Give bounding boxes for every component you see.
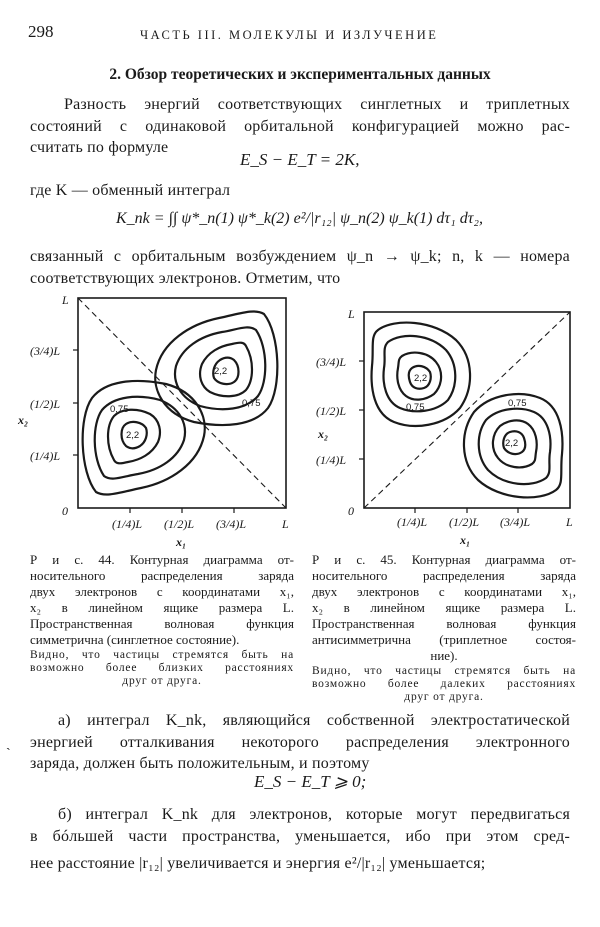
page-number: 298 <box>28 22 54 41</box>
caption-line: x₂ в линейном ящике размера L. <box>312 600 576 615</box>
contour-label: 2,2 <box>414 373 428 384</box>
y-tick-label: (3/4)L <box>30 344 60 358</box>
y-tick-label: 0 <box>62 504 68 518</box>
caption-line: носительного распределения заряда <box>312 568 576 583</box>
caption-main <box>30 552 294 648</box>
note-line: Видно, что частицы стремятся быть на <box>30 649 294 661</box>
x-axis-label: x₁ <box>176 535 187 549</box>
x-axis-label: x₁ <box>460 533 471 547</box>
contour-label: 0,75 <box>406 402 425 413</box>
caption-line: x₂ в линейном ящике размера L. <box>30 600 294 615</box>
contour-diagram-antisymmetric <box>314 306 590 548</box>
item-a-line: заряда, должен быть положительным, и поэтому <box>30 755 370 772</box>
formula-text: E_S − E_T ⩾ 0; <box>254 772 367 791</box>
formula-exchange-integral <box>116 210 483 228</box>
item-b-line: нее расстояние |r₁₂| увеличивается и энергия e²/|r₁₂| уменьшается; <box>30 855 486 872</box>
caption-main <box>312 552 576 664</box>
contour-label: 2,2 <box>505 438 519 449</box>
x-tick-label: (3/4)L <box>500 515 530 529</box>
note-line: возможно более далеких расстояниях <box>312 678 576 690</box>
margin-mark: ˏ <box>6 736 11 751</box>
y-tick-label: L <box>348 307 355 321</box>
note-line: друг от друга. <box>122 675 202 687</box>
y-axis-label: x₂ <box>318 427 329 441</box>
contour-label: 0,75 <box>508 398 527 409</box>
intro-line: считать по формуле <box>30 139 169 156</box>
item-b-line: в бóльшей части пространства, уменьшается, ибо при этом сред- <box>30 827 570 845</box>
caption-line: двух электронов с координатами x₁, <box>312 584 576 599</box>
x-tick-label: (3/4)L <box>216 517 246 531</box>
item-b-paragraph <box>30 804 570 875</box>
x-tick-label: (1/2)L <box>449 515 479 529</box>
contour-label: 0,75 <box>242 398 261 409</box>
item-a-line: а) интеграл K_nk, являющийся собственной электростатической <box>58 712 570 729</box>
y-tick-label: (1/2)L <box>30 397 60 411</box>
caption-line: носительного распределения заряда <box>30 568 294 583</box>
caption-note <box>30 649 294 688</box>
figure-44 <box>14 290 304 552</box>
intro-line: Разность энергий соответствующих синглетных и триплетных <box>64 96 570 113</box>
item-a-line: энергией отталкивания некоторого распределения электронного <box>30 733 570 751</box>
item-b-line: б) интеграл K_nk для электронов, которые могут передвигаться <box>58 806 570 823</box>
formula-inequality <box>254 772 366 792</box>
caption-note <box>312 665 576 704</box>
y-tick-label: (3/4)L <box>316 355 346 369</box>
caption-line: Пространственная волновая функция <box>30 616 294 631</box>
y-tick-label: (1/4)L <box>30 449 60 463</box>
after-line: связанный с орбитальным возбуждением ψ_n → ψ_k; n, k — номера <box>30 248 570 265</box>
intro-paragraph <box>30 94 570 159</box>
caption-fig45 <box>312 552 576 704</box>
caption-line: Р и с. 45. Контурная диаграмма от- <box>312 552 576 567</box>
contour-label: 0,75 <box>110 404 129 415</box>
note-line: возможно более близких расстояниях <box>30 662 294 674</box>
caption-line: Р и с. 44. Контурная диаграмма от- <box>30 552 294 567</box>
section-title: 2. Обзор теоретических и экспериментальных данных <box>109 66 491 83</box>
x-tick-label: L <box>566 515 573 529</box>
x-tick-label: L <box>282 517 289 531</box>
intro-line: состояний с одинаковой орбитальной конфигурацией можно рас- <box>30 117 570 135</box>
after-line: соответствующих электронов. Отметим, что <box>30 269 341 287</box>
x-tick-label: (1/2)L <box>164 517 194 531</box>
caption-line: антисимметрична (триплетное состоя- <box>312 632 576 647</box>
formula-singlet-triplet <box>240 150 359 170</box>
where-line <box>30 180 570 202</box>
note-line: Видно, что частицы стремятся быть на <box>312 665 576 677</box>
y-tick-label: (1/2)L <box>316 404 346 418</box>
caption-line: Пространственная волновая функция <box>312 616 576 631</box>
y-tick-label: 0 <box>348 504 354 518</box>
figure-45 <box>314 306 590 548</box>
caption-fig44 <box>30 552 294 688</box>
caption-line: двух электронов с координатами x₁, <box>30 584 294 599</box>
after-paragraph <box>30 246 570 289</box>
x-tick-label: (1/4)L <box>397 515 427 529</box>
contour-diagram-symmetric <box>14 290 304 552</box>
caption-line: ние). <box>430 648 458 663</box>
formula-text: K_nk = ∫∫ ψ*_n(1) ψ*_k(2) e²/|r₁₂| ψ_n(2) ψ_k(1) dτ₁ dτ₂, <box>116 210 483 227</box>
y-tick-label: (1/4)L <box>316 453 346 467</box>
contour-label: 2,2 <box>126 430 140 441</box>
item-a-paragraph <box>30 710 570 775</box>
y-axis-label: x₂ <box>18 413 29 427</box>
caption-line: симметрична (синглетное состояние). <box>30 632 240 647</box>
x-tick-label: (1/4)L <box>112 517 142 531</box>
formula-text: E_S − E_T = 2K, <box>240 150 360 169</box>
where-text: где K — обменный интеграл <box>30 182 231 199</box>
contour-label: 2,2 <box>214 366 228 377</box>
y-tick-label: L <box>62 293 69 307</box>
note-line: друг от друга. <box>404 691 484 703</box>
running-head: ЧАСТЬ III. МОЛЕКУЛЫ И ИЗЛУЧЕНИЕ <box>140 28 439 42</box>
